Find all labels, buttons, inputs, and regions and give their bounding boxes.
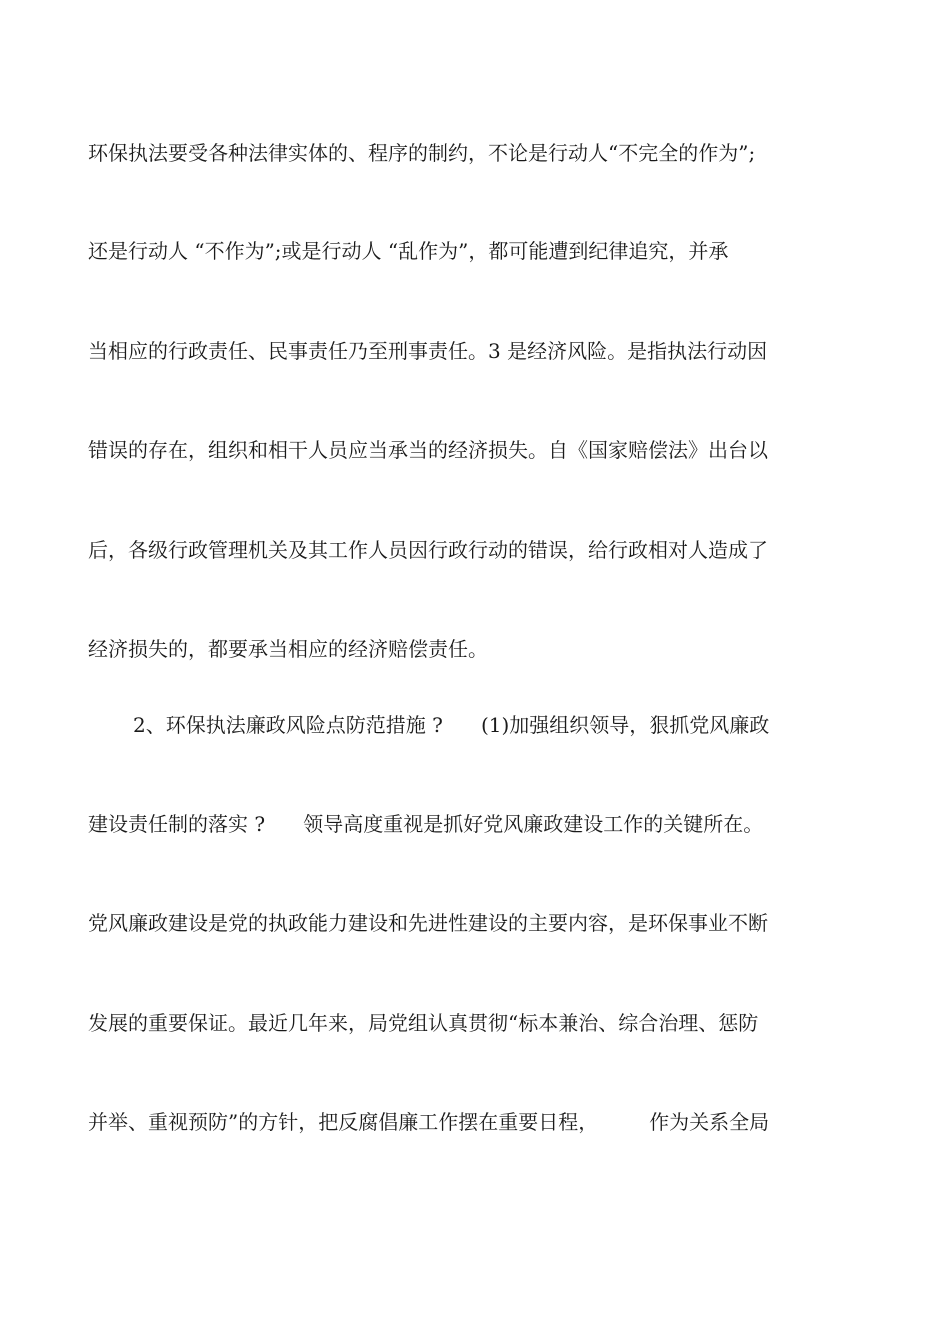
paragraph-line: 环保执法要受各种法律实体的、程序的制约，不论是行动人“不完全的作为”;: [88, 141, 756, 165]
paragraph-line: 后，各级行政管理机关及其工作人员因行政行动的错误，给行政相对人造成了: [88, 538, 768, 562]
paragraph-line: 经济损失的，都要承当相应的经济赔偿责任。: [88, 637, 488, 661]
paragraph-line: 党风廉政建设是党的执政能力建设和先进性建设的主要内容，是环保事业不断: [88, 911, 768, 935]
paragraph-line: 发展的重要保证。最近几年来，局党组认真贯彻“标本兼治、综合治理、惩防: [88, 1011, 759, 1035]
paragraph-line: 当相应的行政责任、民事责任乃至刑事责任。3 是经济风险。是指执法行动因: [88, 339, 768, 363]
paragraph-line: 建设责任制的落实 ? 领导高度重视是抓好党风廉政建设工作的关键所在。: [88, 812, 764, 836]
paragraph-line: 错误的存在，组织和相干人员应当承当的经济损失。自《国家赔偿法》出台以: [88, 438, 768, 462]
paragraph-line: 还是行动人 “不作为”;或是行动人 “乱作为”，都可能遭到纪律追究，并承: [88, 239, 729, 263]
paragraph-line: 并举、重视预防”的方针，把反腐倡廉工作摆在重要日程， 作为关系全局: [88, 1110, 770, 1134]
section-heading-line: 2、环保执法廉政风险点防范措施 ? (1)加强组织领导，狠抓党风廉政: [133, 713, 770, 737]
